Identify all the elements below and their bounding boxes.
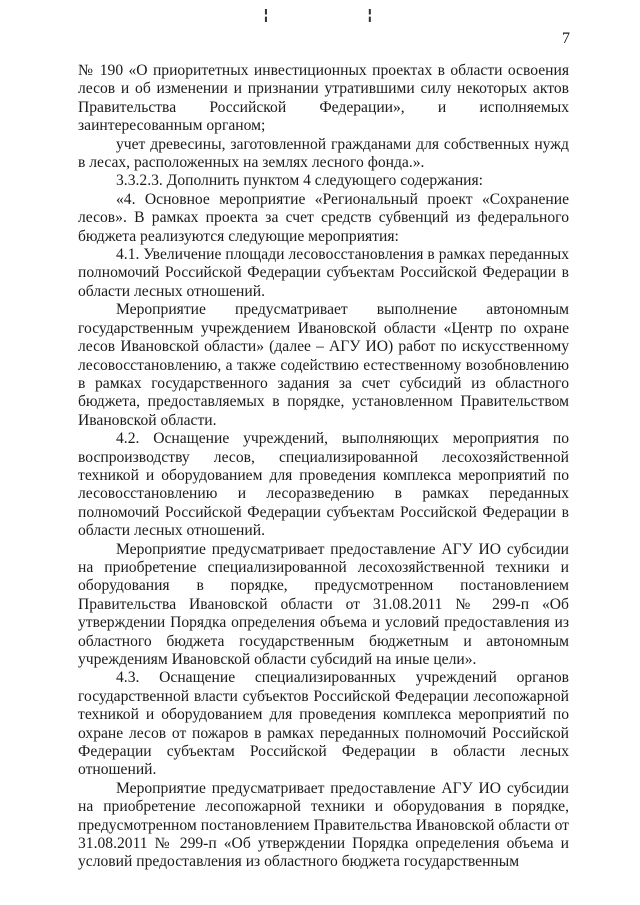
paragraph: 4.2. Оснащение учреждений, выполняющих мероприятия по воспроизводству лесов, специализированной лесохозяйственной техникой и оборудованием для проведения комплекса мероприятий по лесовосстановлению и лесоразведению в рамках переданных полномочий Российской Федерации субъектам Российской Федерации в области лесных отношений. bbox=[78, 430, 569, 540]
paragraph: 3.3.2.3. Дополнить пунктом 4 следующего содержания: bbox=[116, 172, 484, 190]
paragraph: № 190 «О приоритетных инвестиционных проектах в области освоения лесов и об изменении и признании утратившими силу некоторых актов Правительства Российской Федерации», и исполняемых заинтересованным органом; bbox=[78, 62, 569, 135]
paragraph: 4.1. Увеличение площади лесовосстановления в рамках переданных полномочий Российской Федерации субъектам Российской Федерации в области лесных отношений. bbox=[78, 246, 569, 300]
document-body bbox=[78, 62, 569, 872]
top-mark: ╏ bbox=[262, 8, 270, 23]
page-number: 7 bbox=[562, 30, 570, 47]
paragraph: Мероприятие предусматривает выполнение автономным государственным учреждением Ивановской области «Центр по охране лесов Ивановской области» (далее – АГУ ИО) работ по искусственному лесовосстановлению, а также содействию естественному возобновлению в рамках государственного задания за счет субсидий из областного бюджета, предоставляемых в порядке, установленном Правительством Ивановской области. bbox=[78, 301, 569, 429]
paragraph: 4.3. Оснащение специализированных учреждений органов государственной власти субъектов Российской Федерации лесопожарной техникой и оборудованием для проведения комплекса мероприятий по охране лесов от пожаров в рамках переданных полномочий Российской Федерации субъектам Российской Федерации в области лесных отношений. bbox=[78, 669, 569, 779]
paragraph: Мероприятие предусматривает предоставление АГУ ИО субсидии на приобретение специализированной лесохозяйственной техники и оборудования в порядке, предусмотренном постановлением Правительства Ивановской области от 31.08.2011 № 299-п «Об утверждении Порядка определения объема и условий предоставления из областного бюджета государственным бюджетным и автономным учреждениям Ивановской области субсидий на иные цели». bbox=[78, 540, 569, 668]
top-mark: ╏ bbox=[365, 8, 374, 23]
paragraph: Мероприятие предусматривает предоставление АГУ ИО субсидии на приобретение лесопожарной техники и оборудования в порядке, предусмотренном постановлением Правительства Ивановской области от 31.08.2011 № 299-п «Об утверждении Порядка определения объема и условий предоставления из областного бюджета государственным bbox=[78, 779, 569, 871]
top-marks bbox=[262, 8, 470, 24]
paragraph: «4. Основное мероприятие «Региональный проект «Сохранение лесов». В рамках проекта за счет средств субвенций из федерального бюджета реализуются следующие мероприятия: bbox=[78, 190, 569, 245]
paragraph: учет древесины, заготовленной гражданами для собственных нужд в лесах, расположенных на землях лесного фонда.». bbox=[78, 135, 569, 172]
